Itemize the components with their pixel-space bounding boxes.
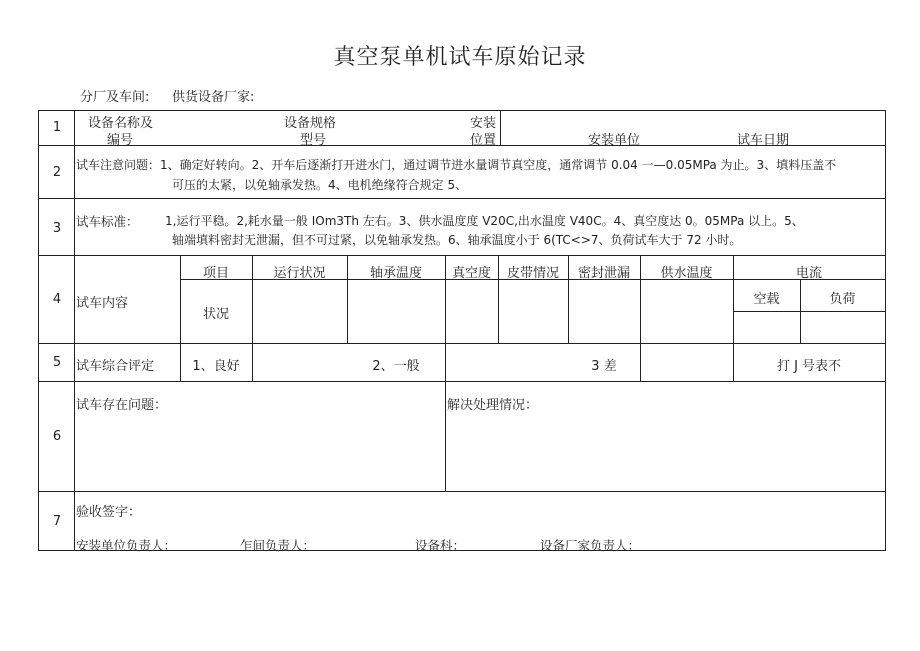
row-number-6: 6 — [52, 429, 62, 444]
test-precautions-line2: 可压的太紧，以免轴承发热。4、电机绝缘符合规定 5、 — [172, 178, 468, 192]
install-location-label-line2: 位置 — [470, 133, 497, 148]
sig-install-unit: 安装单位负责人： — [76, 538, 177, 553]
header-water-temp: 供水温度 — [660, 266, 713, 281]
sig-workshop: 乍间负责人： — [240, 538, 316, 553]
table-border-top — [38, 110, 886, 111]
header-vacuum: 真空度 — [451, 266, 491, 281]
equipment-name-label-line2: 编号 — [107, 133, 134, 148]
test-content-label: 试车内容 — [76, 296, 129, 311]
problems-label: 试车存在问题： — [76, 398, 168, 413]
header-bearing-temp: 轴承温度 — [369, 266, 422, 281]
evaluation-fair: 2、一般 — [372, 359, 420, 374]
header-seal-leak: 密封泄漏 — [577, 266, 630, 281]
sig-manufacturer: 设备厂家负责人： — [540, 538, 641, 553]
row-number-7: 7 — [52, 514, 62, 529]
row-divider — [733, 311, 886, 312]
test-standard-line1: 1,运行平稳。2,耗水量一般 IOm3Th 左右。3、供水温度度 V20C,出水温度 V40C。4、真空度达 0。05MPa 以上。5、 — [165, 214, 804, 228]
row-divider — [38, 255, 886, 256]
column-divider — [445, 255, 446, 491]
table-border-right — [885, 110, 886, 550]
header-running-status: 运行状况 — [273, 266, 326, 281]
no-load-label: 空载 — [753, 292, 780, 307]
evaluation-good: 1、良好 — [192, 359, 240, 374]
sig-equipment-dept: 设备科： — [415, 538, 466, 553]
column-divider — [500, 110, 501, 145]
install-location-label-line1: 安装 — [470, 116, 497, 131]
row-divider — [38, 491, 886, 492]
row-number-2: 2 — [52, 165, 62, 180]
test-date-label: 试车日期 — [737, 133, 790, 148]
load-label: 负荷 — [829, 292, 856, 307]
solutions-label: 解决处理情况： — [447, 398, 539, 413]
test-precautions-line1: 试车注意问题：1、确定好转向。2、开车后逐渐打开进水门，通过调节进水量调节真空度，通常调节 0.04 一—0.05MPa 为止。3、填料压盖不 — [76, 158, 837, 172]
overall-evaluation-label: 试车综合评定 — [76, 359, 155, 374]
header-belt-condition: 皮带情况 — [506, 266, 559, 281]
page-title: 真空泵单机试车原始记录 — [333, 45, 587, 70]
row-number-5: 5 — [52, 355, 62, 370]
row-divider — [38, 381, 886, 382]
equipment-spec-label-line2: 型号 — [300, 133, 327, 148]
test-standard-label: 试车标准： — [76, 214, 139, 229]
row-divider — [38, 198, 886, 199]
test-standard-line2: 轴端填料密封无泄漏，但不可过紧，以免轴承发热。6、轴承温度小于 6(TC<>7、负荷试车大于 72 小时。 — [172, 233, 742, 247]
status-label: 状况 — [202, 307, 229, 322]
row-divider — [38, 343, 886, 344]
row-number-3: 3 — [52, 221, 62, 236]
equipment-name-label-line1: 设备名称及 — [88, 116, 154, 131]
header-current: 电流 — [795, 266, 822, 281]
evaluation-note: 打 J 号表不 — [776, 359, 842, 374]
install-unit-label: 安装单位 — [588, 133, 641, 148]
branch-label: 分厂及车间: — [80, 90, 150, 105]
row-number-4: 4 — [52, 292, 62, 307]
equipment-spec-label-line1: 设备规格 — [284, 116, 337, 131]
header-item: 项目 — [202, 266, 229, 281]
acceptance-label: 验收签字： — [76, 505, 142, 520]
row-number-1: 1 — [52, 120, 62, 135]
supplier-label: 供货设备厂家: — [172, 90, 255, 105]
evaluation-poor: 3 差 — [591, 359, 617, 374]
